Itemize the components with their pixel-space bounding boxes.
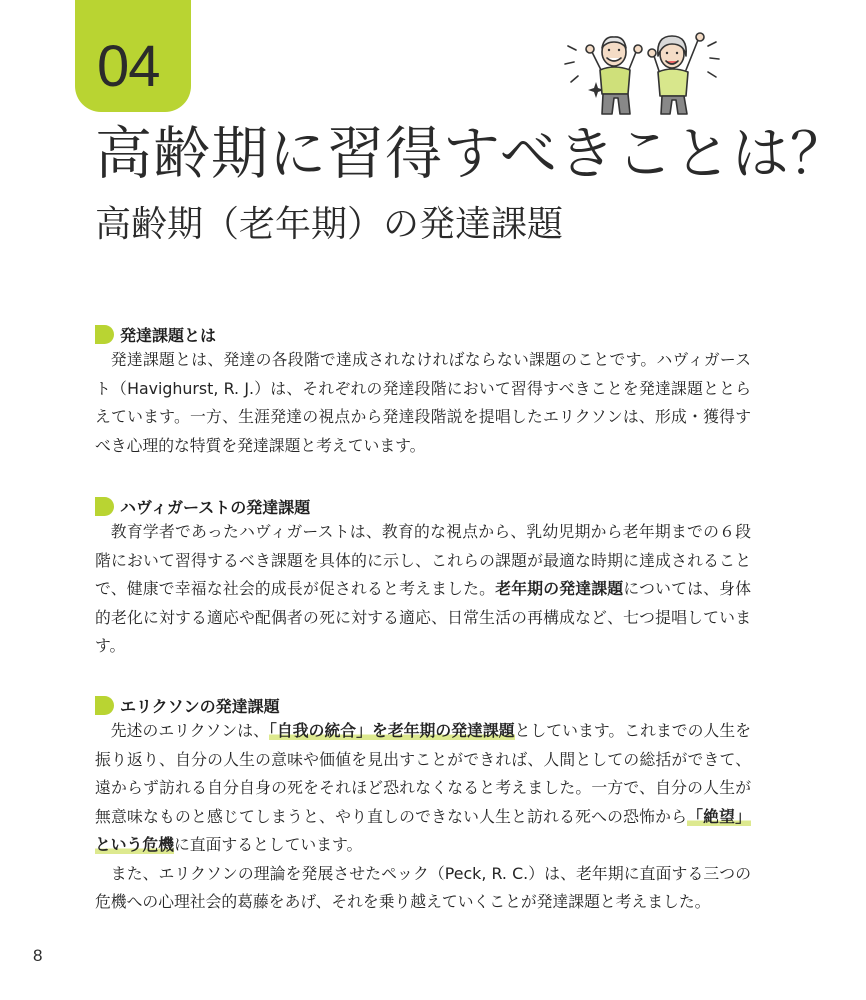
section-developmental-tasks — [95, 322, 751, 460]
bold-term: 老年期の発達課題 — [495, 579, 624, 598]
section-heading-label: ハヴィガーストの発達課題 — [120, 497, 311, 517]
highlighted-term: 「絶望」という危機 — [95, 806, 751, 854]
page-subtitle: 高齢期（老年期）の発達課題 — [95, 204, 564, 245]
chapter-tab — [75, 0, 191, 112]
section-heading — [95, 494, 751, 518]
page-number: 8 — [33, 946, 43, 965]
section-body: また、エリクソンの理論を発展させたペック（Peck, R. C.）は、老年期に直面する三つの危機への心理社会的葛藤をあげ、それを乗り越えていくことが発達課題と考えました。 — [95, 863, 751, 911]
section-erikson — [95, 693, 751, 917]
section-body: 発達課題とは、発達の各段階で達成されなければならない課題のことです。ハヴィガースト（Havighurst, R. J.）は、それぞれの発達段階において習得すべきことを発達課題ととらえています。一方、生涯発達の視点から発達段階説を提唱したエリクソンは、形成・獲得すべき心理的な特質を発達課題と考えています。 — [95, 350, 751, 455]
highlighted-term: 「自我の統合」を老年期の発達課題 — [268, 721, 515, 740]
section-heading — [95, 693, 751, 717]
body-text: 教育学者であったハヴィガーストは、教育的な視点から、乳幼児期から老年期までの６段階において習得するべき課題を具体的に示し、これらの課題が最適な時期に達成されることで、健康で幸福な社会的成長が促されると考えました。 — [95, 522, 751, 598]
body-text: については、身体的老化に対する適応や配偶者の死に対する適応、日常生活の再構成など、七つ提唱しています。 — [95, 579, 751, 655]
cheering-elderly-couple-icon — [562, 22, 722, 122]
body-text: に直面するとしています。 — [174, 835, 363, 854]
section-havighurst — [95, 494, 751, 661]
heading-marker-icon — [95, 497, 114, 516]
section-heading-label: エリクソンの発達課題 — [120, 696, 280, 716]
section-heading — [95, 322, 751, 346]
body-text: としています。これまでの人生を振り返り、自分の人生の意味や価値を見出すことができれば、人間としての総括ができて、遠からず訪れる自分自身の死をそれほど恐れなくなると考えました。一方で、自分の人生が無意味なものと感じてしまうと、やり直しのできない人生と訪れる死への恐怖から — [95, 721, 751, 826]
heading-marker-icon — [95, 696, 114, 715]
section-body — [95, 717, 751, 860]
page-title: 高齢期に習得すべきことは？ — [95, 121, 848, 187]
body-text: 先述のエリクソンは、 — [110, 721, 269, 740]
heading-marker-icon — [95, 325, 114, 344]
section-heading-label: 発達課題とは — [120, 325, 217, 345]
chapter-number: 04 — [97, 34, 160, 99]
section-body — [95, 518, 751, 661]
